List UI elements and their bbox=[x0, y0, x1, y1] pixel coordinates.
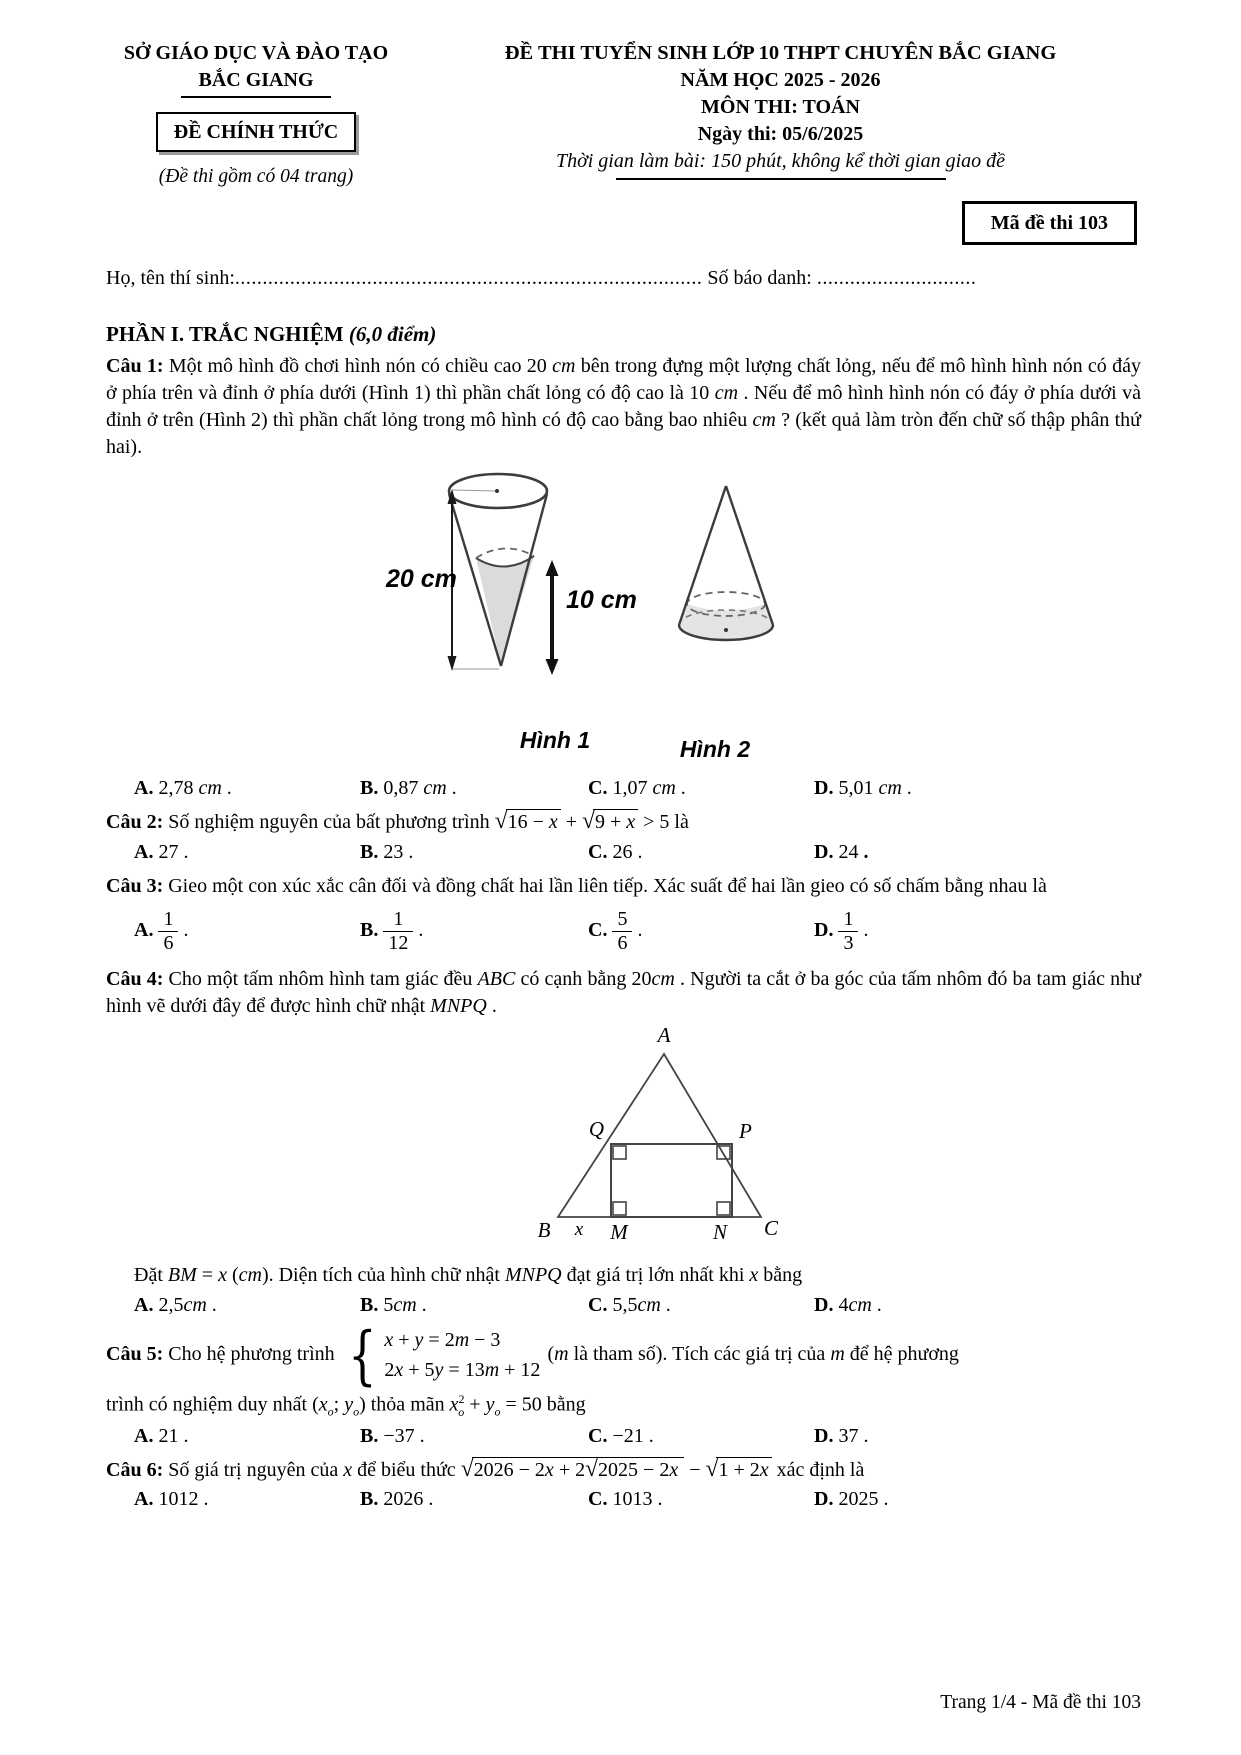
fig1-caption: Hình 1 bbox=[519, 727, 591, 754]
candidate-id-label: Số báo danh: bbox=[702, 267, 817, 290]
pages-note: (Đề thi gồm có 04 trang) bbox=[158, 166, 354, 188]
question-2-text: Câu 2: Số nghiệm nguyên của bất phương trình √16 − x + √9 + x > 5 là bbox=[106, 808, 689, 835]
q6-option-c: C. 1013 . bbox=[588, 1488, 663, 1511]
fig1-label-10cm: 10 cm bbox=[566, 586, 637, 615]
question-4-subtext: Đặt BM = x (cm). Diện tích của hình chữ nhật MNPQ đạt giá trị lớn nhất khi x bằng bbox=[134, 1263, 803, 1286]
q6-option-b: B. 2026 . bbox=[360, 1488, 434, 1511]
triangle-figure bbox=[456, 1024, 816, 1249]
header-right bbox=[406, 40, 1141, 191]
q3-option-b: B. $\frac{1}{12}$ . bbox=[360, 908, 424, 955]
q2-option-b: B. 23 . bbox=[360, 840, 414, 863]
question-1-figure bbox=[378, 464, 1141, 772]
q3-option-a: A. $\frac{1}{6}$ . bbox=[134, 908, 189, 955]
duration-line: Thời gian làm bài: 150 phút, không kể thời gian giao đề bbox=[555, 149, 1006, 172]
question-1-options bbox=[106, 775, 1141, 802]
q2-option-c: C. 26 . bbox=[588, 840, 643, 863]
header-left-rule bbox=[181, 96, 331, 98]
subject-line: MÔN THI: TOÁN bbox=[701, 96, 860, 119]
fig1-label-20cm: 20 cm bbox=[386, 565, 457, 594]
question-6-text: Câu 6: Số giá trị nguyên của x để biểu thức √2026 − 2x + 2√2025 − 2x − √1 + 2x xác định là bbox=[106, 1455, 865, 1482]
department-line1: SỞ GIÁO DỤC VÀ ĐÀO TẠO bbox=[123, 42, 389, 64]
q1-option-d: D. 5,01 cm . bbox=[814, 777, 912, 800]
question-3-text: Câu 3: Gieo một con xúc xắc cân đối và đồng chất hai lần liên tiếp. Xác suất để hai lần gieo có số chấm bằng nhau là bbox=[106, 874, 1047, 897]
question-2-options bbox=[106, 839, 1141, 866]
exam-date: Ngày thi: 05/6/2025 bbox=[697, 123, 864, 146]
vertex-label-p: P bbox=[739, 1119, 752, 1143]
question-4-text: Câu 4: Cho một tấm nhôm hình tam giác đều ABC có cạnh bằng 20cm . Người ta cắt ở ba góc của tấm nhôm đó ba tam giác như hình vẽ dưới đây để được hình chữ nhật MNPQ . bbox=[106, 968, 1142, 1018]
exam-header bbox=[106, 40, 1141, 191]
measure-arrow-10cm bbox=[546, 560, 559, 675]
vertex-label-b: B bbox=[537, 1218, 551, 1242]
exam-code-box: Mã đề thi 103 bbox=[962, 201, 1137, 246]
vertex-label-q: Q bbox=[588, 1117, 604, 1141]
candidate-name-label: Họ, tên thí sinh: bbox=[106, 267, 235, 290]
fig2-caption: Hình 2 bbox=[679, 736, 751, 763]
q1-option-b: B. 0,87 cm . bbox=[360, 777, 457, 800]
exam-title: ĐỀ THI TUYỂN SINH LỚP 10 THPT CHUYÊN BẮC GIANG bbox=[504, 42, 1057, 64]
page-footer: Trang 1/4 - Mã đề thi 103 bbox=[940, 1692, 1141, 1713]
segment-label-x: x bbox=[574, 1219, 584, 1240]
rectangle-mnpq bbox=[611, 1144, 732, 1217]
cone2-outline bbox=[679, 486, 773, 625]
vertex-label-c: C bbox=[763, 1216, 779, 1240]
q3-option-d: D. $\frac{1}{3}$ . bbox=[814, 908, 869, 955]
candidate-line bbox=[106, 265, 1141, 292]
question-5-text-line1: Câu 5: Cho hệ phương trình { x + y = 2m − 3 2x + 5y = 13m + 12 (m là tham số). Tích các giá trị của m để hệ phương bbox=[106, 1318, 959, 1393]
question-4-figure bbox=[456, 1024, 1141, 1257]
official-exam-box: ĐỀ CHÍNH THỨC bbox=[156, 112, 356, 153]
vertex-label-m: M bbox=[610, 1220, 628, 1244]
school-year: NĂM HỌC 2025 - 2026 bbox=[680, 69, 881, 92]
cone2-liquid bbox=[679, 592, 773, 640]
q5-option-a: A. 21 . bbox=[134, 1424, 189, 1447]
question-3-options bbox=[106, 909, 1141, 954]
question-1-text: Câu 1: Một mô hình đồ chơi hình nón có chiều cao 20 cm bên trong đựng một lượng chất lỏng, nếu để mô hình hình nón có đáy ở phía trên và đỉnh ở phía dưới (Hình 1) thì phần chất lỏng có độ cao là 10 cm . Nếu để mô hình hình nón có đáy ở phía dưới và đỉnh ở trên (Hình 2) thì phần chất lỏng trong mô hình có độ cao bằng bao nhiêu cm ? (kết quả làm tròn đến chữ số thập phân thứ hai). bbox=[106, 355, 1141, 458]
q5-option-b: B. −37 . bbox=[360, 1424, 425, 1447]
q4-option-b: B. 5cm . bbox=[360, 1293, 427, 1316]
question-5-options bbox=[106, 1423, 1141, 1450]
cones-figure bbox=[378, 464, 848, 764]
q2-option-a: A. 27 . bbox=[134, 840, 189, 863]
q1-option-a: A. 2,78 cm . bbox=[134, 777, 232, 800]
vertex-label-n: N bbox=[712, 1220, 728, 1244]
q3-option-c: C. $\frac{5}{6}$ . bbox=[588, 908, 643, 955]
header-right-rule bbox=[616, 178, 946, 180]
q6-option-d: D. 2025 . bbox=[814, 1488, 889, 1511]
q5-option-d: D. 37 . bbox=[814, 1424, 869, 1447]
exam-code-row bbox=[106, 201, 1141, 246]
q4-option-a: A. 2,5cm . bbox=[134, 1293, 217, 1316]
q6-option-a: A. 1012 . bbox=[134, 1488, 209, 1511]
q2-option-d: D. 24 . bbox=[814, 840, 869, 863]
candidate-id-field: ............................. bbox=[816, 267, 977, 290]
question-4-options bbox=[106, 1292, 1141, 1319]
vertex-label-a: A bbox=[657, 1024, 671, 1047]
q5-option-c: C. −21 . bbox=[588, 1424, 654, 1447]
q1-option-c: C. 1,07 cm . bbox=[588, 777, 686, 800]
part1-title: PHẦN I. TRẮC NGHIỆM (6,0 điểm) bbox=[106, 322, 437, 347]
question-6-options bbox=[106, 1486, 1141, 1513]
candidate-name-field: ..................................................................................... bbox=[234, 267, 703, 290]
header-left bbox=[106, 40, 406, 191]
department-line2: BẮC GIANG bbox=[198, 68, 314, 91]
q4-option-d: D. 4cm . bbox=[814, 1293, 882, 1316]
question-5-text-line2: trình có nghiệm duy nhất ($x_o$; $y_o$) thỏa mãn $x^2_o + y_o = 50$ bằng bbox=[106, 1391, 586, 1419]
q4-option-c: C. 5,5cm . bbox=[588, 1293, 671, 1316]
